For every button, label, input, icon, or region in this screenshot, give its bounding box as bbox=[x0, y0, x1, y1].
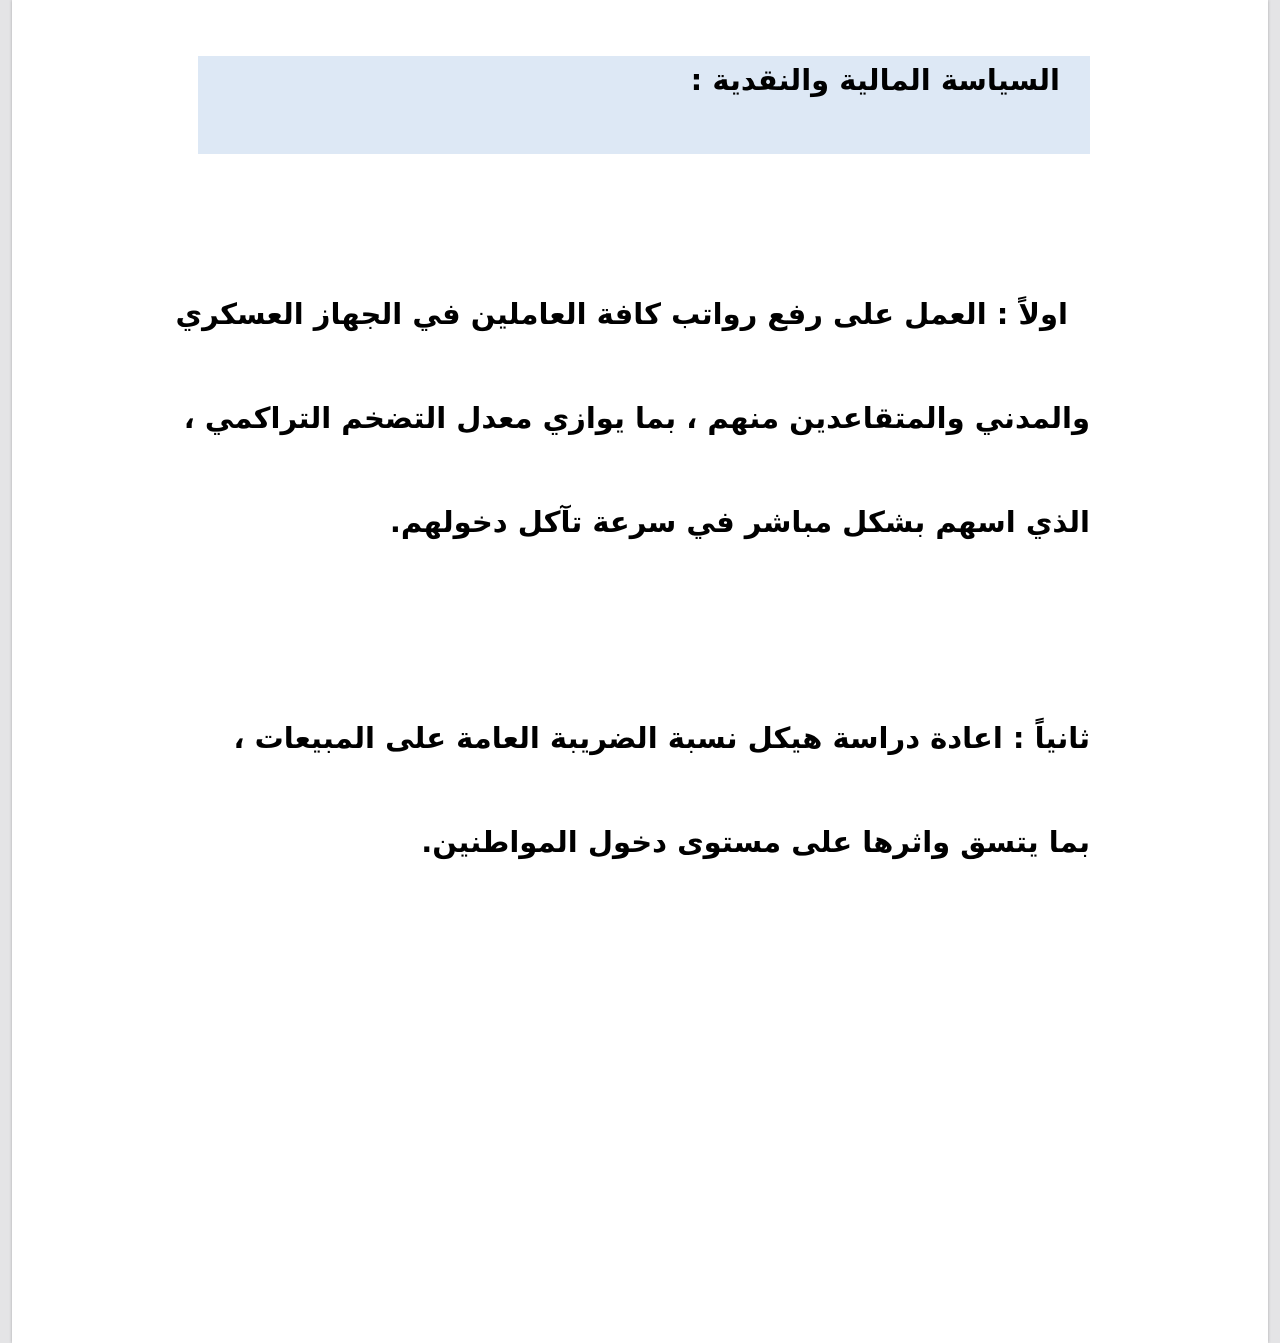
paragraph-second bbox=[198, 716, 1090, 924]
paragraph-line: ثانياً : اعادة دراسة هيكل نسبة الضريبة العامة على المبيعات ، bbox=[233, 721, 1090, 755]
paragraph-line: بما يتسق واثرها على مستوى دخول المواطنين. bbox=[421, 825, 1090, 859]
section-heading: السياسة المالية والنقدية : bbox=[690, 63, 1060, 97]
paragraph-line: اولاً : العمل على رفع رواتب كافة العاملين في الجهاز العسكري bbox=[175, 297, 1068, 331]
document-page bbox=[12, 0, 1268, 1343]
section-heading-band bbox=[198, 56, 1090, 154]
paragraph-line: والمدني والمتقاعدين منهم ، بما يوازي معدل التضخم التراكمي ، bbox=[183, 401, 1090, 435]
paragraph-line: الذي اسهم بشكل مباشر في سرعة تآكل دخولهم. bbox=[389, 505, 1090, 539]
paragraph-first bbox=[175, 292, 1090, 604]
